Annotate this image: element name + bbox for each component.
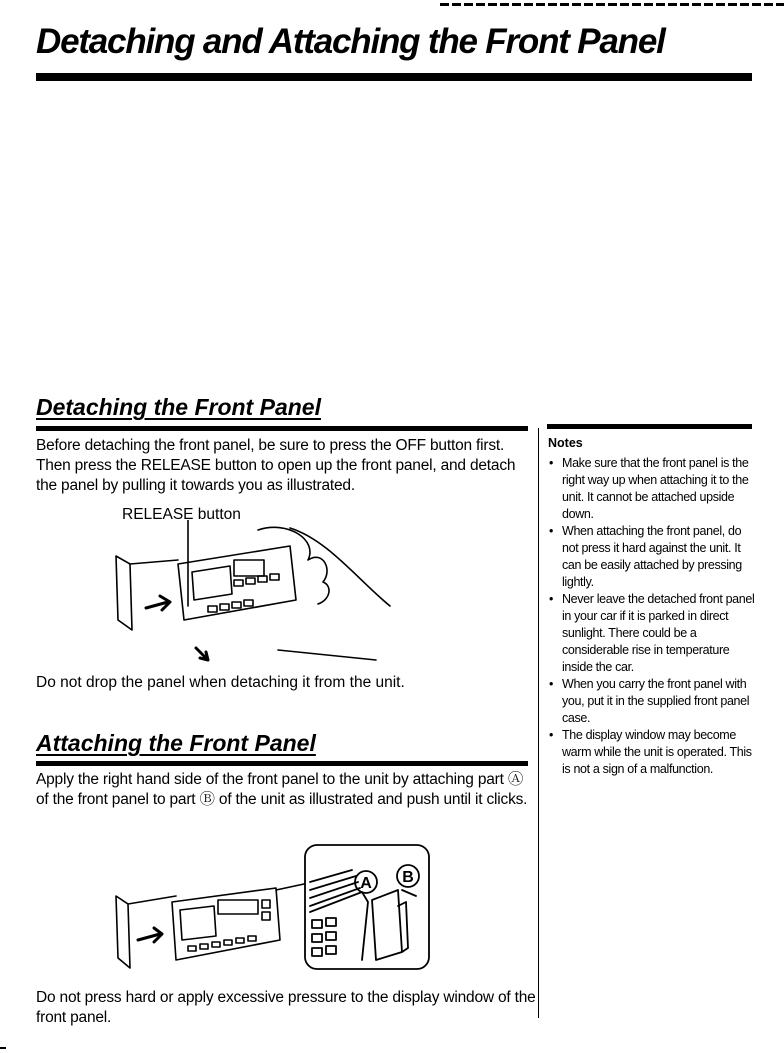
notes-list [548, 455, 758, 778]
part-b-label: B [402, 869, 414, 886]
note-item: • Make sure that the front panel is the right way up when attaching it to the unit. It cannot be attached upside down. [548, 455, 758, 523]
panel-buttons [208, 574, 279, 612]
attaching-illustration [108, 860, 308, 975]
page-edge-mark [0, 1047, 6, 1049]
detaching-section-rule [36, 426, 528, 431]
unit-chassis-outline [116, 556, 178, 630]
attaching-caption: Do not press hard or apply excessive pressure to the display window of the front panel. [36, 989, 536, 1026]
attaching-section-title: Attaching the Front Panel [36, 730, 316, 756]
link-line [276, 884, 304, 890]
pull-arrow [146, 596, 170, 610]
hand-finger-curve [278, 650, 376, 660]
note-item: • Never leave the detached front panel in your car if it is parked in direct sunlight. There could be a considerable rise in temperature inside the car. [548, 591, 758, 676]
title-rule [36, 73, 752, 81]
attaching-detail-illustration [302, 842, 432, 972]
top-dash-rule [440, 3, 784, 6]
detaching-instructions: Before detaching the front panel, be sure to press the OFF button first. Then press the RELEASE button to open up the front panel, and detach the panel by pulling it towards you as illustrated. [36, 437, 516, 494]
press-arrow [196, 648, 208, 660]
note-item: • When you carry the front panel with you, put it in the supplied front panel case. [548, 676, 758, 727]
note-item: • When attaching the front panel, do not press it hard against the unit. It can be easily attached by pressing lightly. [548, 523, 758, 591]
attach-arrow [138, 928, 162, 942]
page-title: Detaching and Attaching the Front Panel [36, 22, 665, 61]
unit-edge-hatching [310, 870, 360, 906]
notes-rule [547, 424, 752, 429]
attaching-section-rule [36, 761, 528, 766]
detaching-illustration [108, 520, 398, 670]
release-button-label: RELEASE button [122, 506, 241, 523]
detaching-section-title: Detaching the Front Panel [36, 394, 321, 420]
detail-pointer [402, 890, 416, 896]
detaching-caption: Do not drop the panel when detaching it from the unit. [36, 674, 405, 691]
panel-edge-outline [372, 890, 402, 960]
part-a-label: A [360, 875, 372, 892]
unit-chassis-outline [116, 896, 176, 968]
notes-heading: Notes [548, 436, 583, 450]
panel-display-window [192, 566, 232, 600]
hand-outline [258, 527, 390, 606]
panel-display-right [218, 900, 258, 914]
front-panel-outline [178, 546, 296, 620]
column-divider [538, 428, 539, 1018]
note-item: • The display window may become warm while the unit is operated. This is not a sign of a malfunction. [548, 727, 758, 778]
panel-display-right [234, 560, 264, 576]
connector-slots [312, 918, 336, 956]
attaching-instructions: Apply the right hand side of the front panel to the unit by attaching part Ⓐ of the front panel to part Ⓑ of the unit as illustrated and push until it clicks. [36, 771, 528, 808]
panel-display-window [180, 906, 216, 940]
